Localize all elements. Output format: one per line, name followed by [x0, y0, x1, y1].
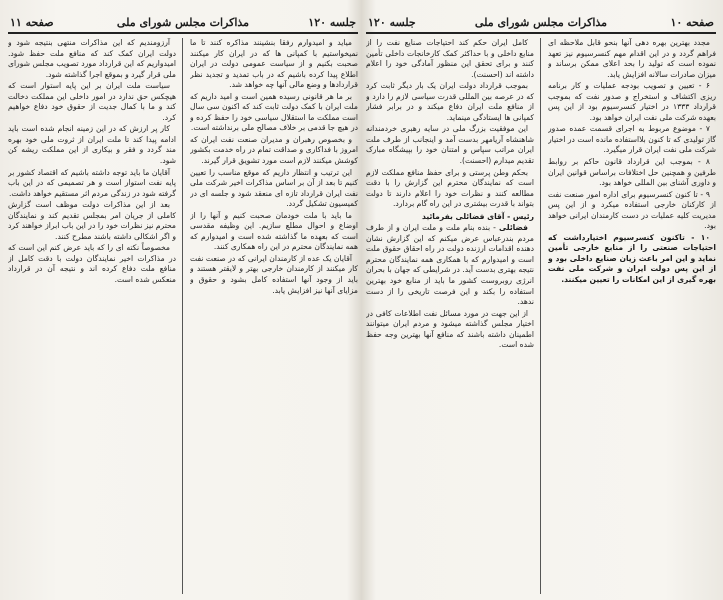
paragraph: ۶ - تعیین و تصویب بودجه عملیات و کار برنامه ریزی اکتشاف و استخراج و صدور نفت که بموجب قرارداد ۱۳۳۳ در اختیار کنسرسیوم بود از این پس بعهده شرکت ملی نفت ایران خواهد بود.	[548, 81, 716, 122]
paragraph: مجدد بهترین بهره دهی آنها بنحو قابل ملاحظه ای فراهم گردد و در این اقدام مهم کنسرسیوم نیز تعهد نموده است که تولید را بحد اعلای ممکن برساند و میزان صادرات سالانه افزایش یابد.	[548, 38, 716, 79]
speaker-name: فضائلی	[499, 223, 528, 233]
paragraph: و بخصوص رهبران و مدیران صنعت نفت ایران که امروز با فداکاری و صداقت تمام در راه خدمت بکشور کوشش میکنند لازم است مورد تشویق قرار گیرند.	[190, 134, 358, 166]
page-title: مذاکرات مجلس شورای ملی	[116, 16, 250, 29]
column-left	[8, 38, 176, 594]
page-number: صفحه ۱۱	[10, 16, 54, 29]
paragraph: کار پر ارزش که در این زمینه انجام شده است باید ادامه پیدا کند تا ملت ایران از ثروت ملی خود بهره مند گردد و فقر و بیکاری از این مملکت ریشه کن شود.	[8, 124, 176, 166]
page-header	[366, 14, 716, 34]
page-10	[366, 14, 716, 594]
page-11	[8, 14, 358, 594]
text-columns	[366, 38, 716, 594]
paragraph: بر ما هر قانونی رسیده همین است و امید داریم که ملت ایران با کمک دولت ثابت کند که اکنون سی سال است مملکت ما استقلال سیاسی خود را حفظ کرده و در هیچ جا قدمی بر خلاف مصالح ملی برنداشته است.	[190, 91, 358, 133]
page-number: صفحه ۱۰	[670, 16, 714, 29]
paragraph: ما باید با ملت خودمان صحبت کنیم و آنها را از اوضاع و احوال مطلع سازیم. این وظیفه مقدسی است که بعهده ما گذاشته شده است و امیدوارم که همه نمایندگان محترم در این راه همکاری کنند.	[190, 210, 358, 252]
paragraph: بحکم وطن پرستی و برای حفظ منافع مملکت لازم است که نمایندگان محترم این گزارش را با دقت مطالعه کنند و نظرات خود را اعلام دارند تا دولت بتواند با قدرت بیشتری در این راه گام بردارد.	[366, 167, 534, 209]
paragraph: این موفقیت بزرگ ملی در سایه رهبری خردمندانه شاهنشاه آریامهر بدست آمد و اینجانب از طرف ملت ایران مراتب سپاس و امتنان خود را بپیشگاه مبارک تقدیم میدارم (احسنت).	[366, 124, 534, 166]
text-columns	[8, 38, 358, 594]
paragraph: سیاست ملت ایران بر این پایه استوار است که هیچکس حق ندارد در امور داخلی این مملکت دخالت کند و ما با کمال جدیت از حقوق خود دفاع خواهیم کرد.	[8, 81, 176, 122]
speaker-text: - بنده بنام ملت و ملت ایران و از طرف مردم بندرعباس عرض میکنم که این گزارش نشان دهنده اقدامات ارزنده دولت در راه احقاق حقوق ملت است و امیدوارم که با همکاری همه نمایندگان محترم نتیجه بهتری بدست آید. در شرایطی که جهان با بحران انرژی روبروست کشور ما باید از منابع خود بهترین استفاده را بکند و این فرصت تاریخی را از دست ندهد.	[366, 223, 534, 307]
paragraph: آقایان ما باید توجه داشته باشیم که اقتصاد کشور بر پایه نفت استوار است و هر تصمیمی که در این باب گرفته شود در زندگی مردم اثر مستقیم خواهد داشت.	[8, 167, 176, 198]
page-header	[8, 14, 358, 34]
column-divider	[182, 38, 183, 594]
paragraph: این ترتیب و انتظار داریم که موقع مناسب را تعیین کنیم تا بعد از آن بر اساس مذاکرات اخیر شرکت ملی نفت ایران قرارداد تازه ای منعقد شود و جلسه ای در کمیسیون تشکیل گردد.	[190, 167, 358, 209]
paragraph: ۸ - بموجب این قرارداد قانون حاکم بر روابط طرفین و همچنین حل اختلافات براساس قوانین ایران و داوری آشنای بین المللی خواهد بود.	[548, 157, 716, 188]
session-number: جلسه ۱۲۰	[308, 16, 356, 29]
paragraph: آرزومندیم که این مذاکرات منتهی بنتیجه شود و دولت ایران کمک کند که منافع ملت حفظ شود. امیدواریم که این قرارداد مورد تصویب مجلس شورای ملی قرار گیرد و بموقع اجرا گذاشته شود.	[8, 38, 176, 79]
speaker-paragraph	[366, 223, 534, 307]
paragraph: مخصوصاً نکته ای را که باید عرض کنم این است که در مذاکرات اخیر نمایندگان دولت با دقت کامل از منافع ملت دفاع کرده اند و نتیجه آن در قرارداد منعکس شده است.	[8, 243, 176, 285]
paragraph: آقایان یک عده از کارمندان ایرانی که در صنعت نفت کار میکنند از کارمندان خارجی بهتر و لایقتر هستند و باید از وجود آنها استفاده کامل بشود و حقوق و مزایای آنها نیز افزایش یابد.	[190, 253, 358, 295]
paragraph: ۹ - تا کنون کنسرسیوم برای اداره امور صنعت نفت از کارکنان خارجی استفاده میکرد و از این پس مدیریت کلیه عملیات در دست کارمندان ایرانی خواهد بود.	[548, 189, 716, 231]
paragraph: میاید و امیدوارم رفقا بنشینند مذاکره کنند تا ما نمیخواستیم با کمپانی ها که در ایران کار میکنند صحبت بکنیم و از سیاست عمومی دولت در ایران اطلاع پیدا کرده باشیم که در باب تمدید و تجدید نظر قراردادها و وضع مالی آنها چه خواهد شد.	[190, 38, 358, 90]
paragraph: ۷ - موضوع مربوط به اجرای قسمت عمده صدور گاز تولیدی که تا کنون بلااستفاده مانده است در اختیار شرکت ملی نفت ایران قرار میگیرد.	[548, 124, 716, 155]
paragraph: بموجب قرارداد دولت ایران یک بار دیگر ثابت کرد که در عرصه بین المللی قدرت سیاسی لازم را دارد و از منافع ملت ایران دفاع میکند و در برابر فشار کمپانی ها ایستادگی مینماید.	[366, 81, 534, 122]
session-number: جلسه ۱۲۰	[368, 16, 416, 29]
paragraph: از این جهت در مورد مسائل نفت اطلاعات کافی در اختیار مجلس گذاشته میشود و مردم ایران میتوانند اطمینان داشته باشند که منافع آنها بهترین وجه حفظ شده است.	[366, 308, 534, 350]
column-divider	[540, 38, 541, 594]
page-title: مذاکرات مجلس شورای ملی	[474, 16, 608, 29]
column-right	[190, 38, 358, 594]
column-left	[366, 38, 534, 594]
paragraph: کامل ایران حکم کند احتیاجات صنایع نفت را از منابع داخلی و با حداکثر کمک کارخانجات داخلی تأمین کنند و برای تحقق این منظور آمادگی خود را اعلام داشته اند (احسنت).	[366, 38, 534, 79]
paragraph: بعد از این مذاکرات دولت موظف است گزارش کاملی از جریان امر بمجلس تقدیم کند و نمایندگان محترم نیز نظرات خود را در این باب ابراز خواهند کرد و اگر اشکالی داشته باشند مطرح کنند.	[8, 200, 176, 241]
column-right	[548, 38, 716, 594]
speaker-heading: رئیس - آقای فضائلی بفرمائید	[421, 211, 534, 221]
paragraph: ۱۰ - تاکنون کنسرسیوم اختیارداشت که احتیاجات صنعتی را از منابع خارجی تأمین نماید و این امر باعث زیان صنایع داخلی بود و از این پس دولت ایران و شرکت ملی نفت بهره گیری از این امکانات را تعیین میکنند.	[548, 232, 716, 285]
